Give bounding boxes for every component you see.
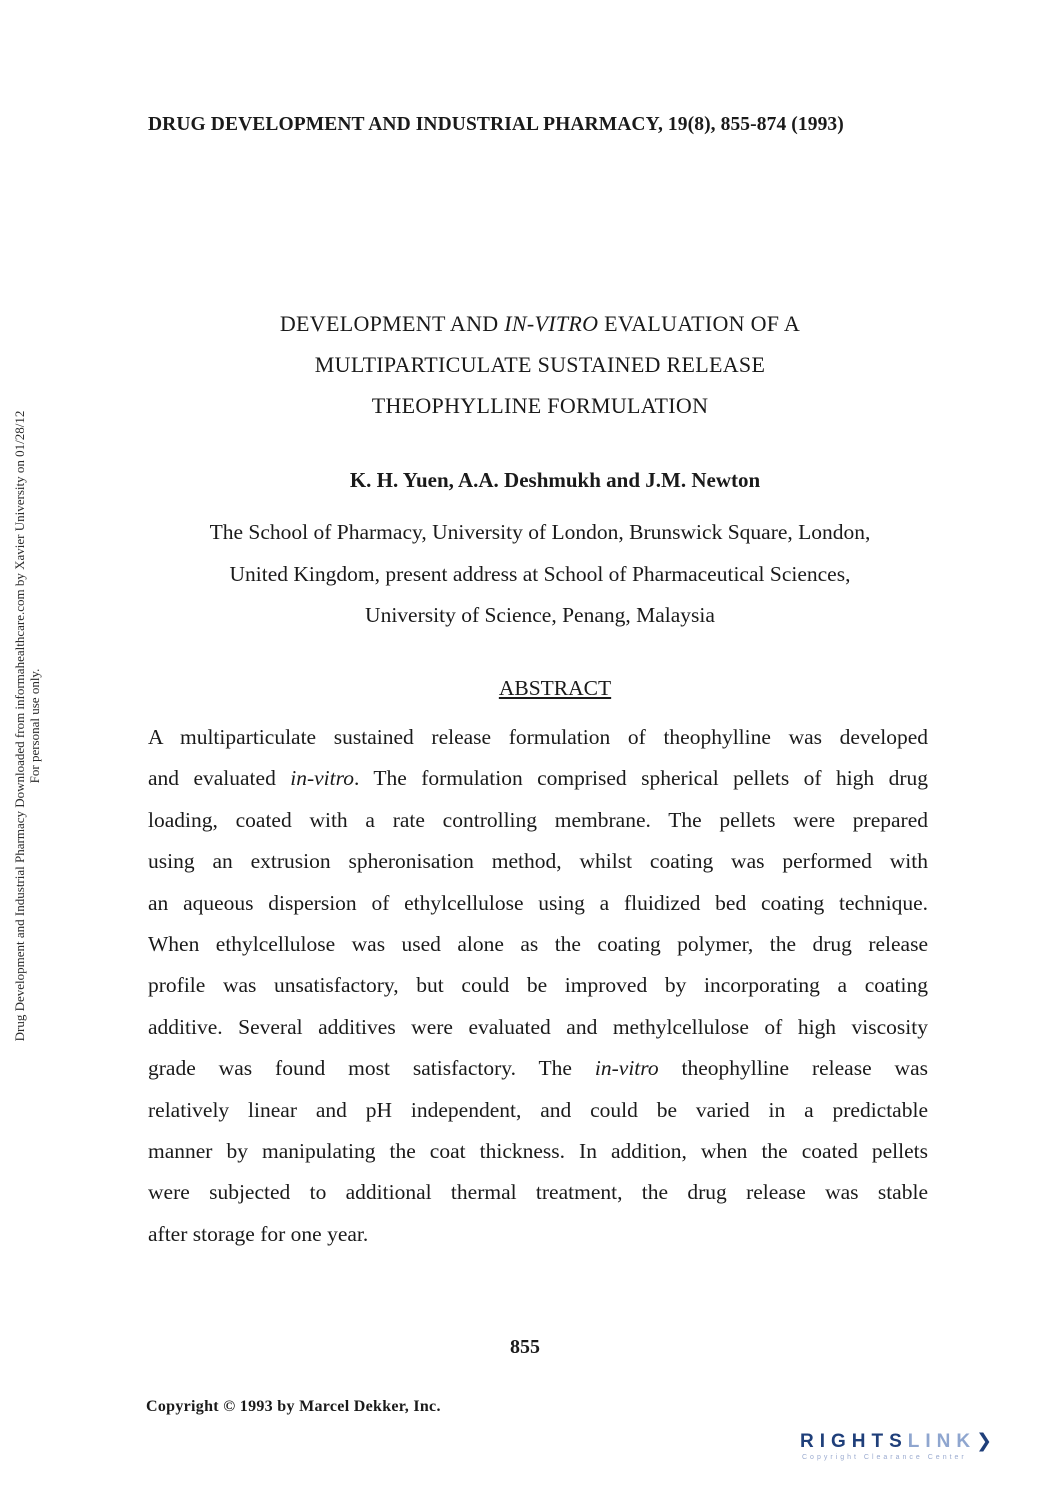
rightslink-wordmark (800, 1430, 992, 1453)
title-italic-text: IN-VITRO (504, 311, 599, 336)
abstract-line: an aqueous dispersion of ethylcellulose using a fluidized bed coating technique. (148, 890, 928, 915)
title-line-3: THEOPHYLLINE FORMULATION (371, 393, 709, 418)
abstract-line: after storage for one year. (148, 1221, 369, 1246)
rightslink-logo[interactable] (800, 1430, 1035, 1470)
rightslink-part-rights: RIGHTS (800, 1431, 908, 1452)
abstract-line: manner by manipulating the coat thickness. In addition, when the coated pellets (148, 1139, 928, 1164)
abstract-body (148, 717, 928, 1255)
affiliation-line: University of Science, Penang, Malaysia (365, 603, 715, 627)
abstract-line (148, 1048, 928, 1089)
journal-header: DRUG DEVELOPMENT AND INDUSTRIAL PHARMACY, 19(8), 855-874 (1993) (148, 114, 844, 135)
title-text: DEVELOPMENT AND (279, 311, 505, 336)
abstract-line: A multiparticulate sustained release formulation of theophylline was developed (148, 725, 928, 749)
title-text: EVALUATION OF A (598, 311, 801, 336)
abstract-text: and evaluated (148, 766, 291, 791)
abstract-italic-text: in-vitro (290, 766, 354, 791)
abstract-line: profile was unsatisfactory, but could be improved by incorporating a coating (148, 973, 928, 998)
abstract-line: When ethylcellulose was used alone as the coating polymer, the drug release (148, 932, 928, 957)
abstract-line: were subjected to additional thermal treatment, the drug release was stable (148, 1180, 928, 1205)
abstract-line: using an extrusion spheronisation method, whilst coating was performed with (148, 849, 928, 874)
affiliation-line: United Kingdom, present address at School of Pharmaceutical Sciences, (229, 561, 851, 586)
authors: K. H. Yuen, A.A. Deshmukh and J.M. Newton (349, 468, 761, 492)
abstract-line: additive. Several additives were evaluated and methylcellulose of high viscosity (148, 1014, 928, 1039)
abstract-line (148, 758, 928, 799)
abstract-text: theophylline release was (658, 1056, 928, 1081)
affiliation-line: The School of Pharmacy, University of London, Brunswick Square, London, (209, 520, 871, 544)
abstract-heading: ABSTRACT (498, 676, 612, 700)
chevron-right-icon: ❯ (976, 1431, 993, 1452)
download-notice-line: Drug Development and Industrial Pharmacy Downloaded from informahealthcare.com by Xavier University on 01/28/12 (12, 410, 27, 1042)
abstract-line: relatively linear and pH independent, and could be varied in a predictable (148, 1097, 928, 1122)
abstract-text: grade was found most satisfactory. The (148, 1056, 595, 1081)
abstract-line: loading, coated with a rate controlling membrane. The pellets were prepared (148, 807, 928, 832)
copyright-notice: Copyright © 1993 by Marcel Dekker, Inc. (146, 1398, 441, 1415)
title-line-1 (30, 303, 1050, 344)
abstract-text: . The formulation comprised spherical pellets of high drug (353, 766, 928, 791)
personal-use-line: For personal use only. (27, 668, 42, 784)
article-title (0, 303, 1050, 426)
page-number: 855 (510, 1336, 540, 1358)
abstract-italic-text: in-vitro (594, 1056, 659, 1081)
title-line-2: MULTIPARTICULATE SUSTAINED RELEASE (314, 352, 766, 377)
rightslink-subtitle: Copyright Clearance Center (802, 1454, 967, 1461)
rightslink-part-link: LINK (907, 1431, 977, 1452)
affiliation (0, 512, 1050, 637)
